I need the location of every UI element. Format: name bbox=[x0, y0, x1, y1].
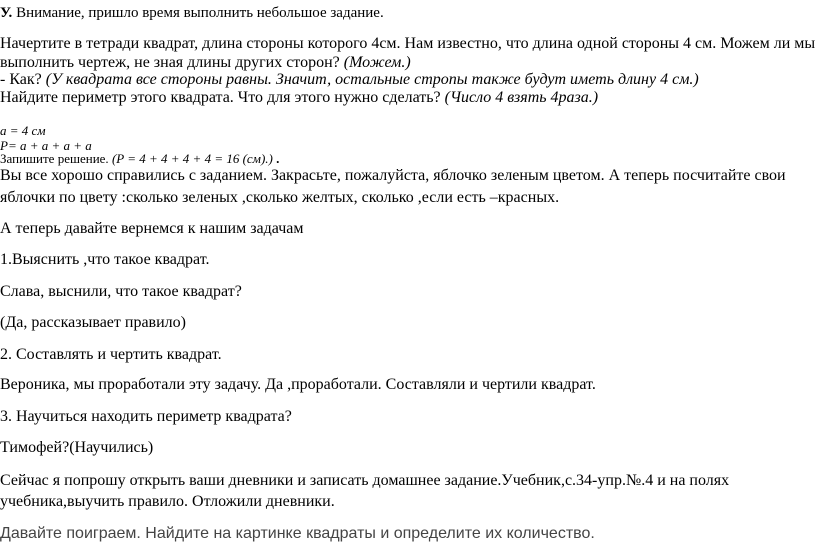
write-solution-line bbox=[0, 151, 279, 166]
perimeter-question-line bbox=[0, 88, 598, 108]
teacher-line-attention bbox=[0, 4, 384, 22]
formula-side-length: a = 4 см bbox=[0, 123, 46, 138]
trailing-dot: . bbox=[272, 151, 280, 166]
apple-task-line-2: яблочки по цвету :сколько зеленых ,сколько желтых, сколько ,если есть –красных. bbox=[0, 189, 560, 206]
question-text: - Как? bbox=[0, 71, 46, 88]
homework-line-2: учебника,выучить правило. Отложили дневники. bbox=[0, 493, 335, 510]
veronika-line: Вероника, мы проработали эту задачу. Да ,проработали. Составляли и чертили квадрат. bbox=[0, 376, 596, 393]
how-question-line bbox=[0, 70, 699, 90]
formula-perimeter: P= a + a + a + a bbox=[0, 138, 92, 153]
answer-text: (Число 4 взять 4раза.) bbox=[444, 89, 599, 106]
homework-line-1: Сейчас я попрошу открыть ваши дневники и записать домашнее задание.Учебник,с.34-упр.№.4 и на полях bbox=[0, 472, 730, 489]
apple-task-line-1: Вы все хорошо справились с заданием. Закрасьте, пожалуйста, яблочко зеленым цветом. А теперь посчитайте свои bbox=[0, 167, 786, 184]
answer-text: (Можем.) bbox=[343, 54, 411, 71]
timofey-line: Тимофей?(Научились) bbox=[0, 439, 154, 456]
question-text: Найдите периметр этого квадрата. Что для этого нужно сделать? bbox=[0, 89, 445, 106]
game-invitation-line: Давайте поиграем. Найдите на картинке квадраты и определите их количество. bbox=[0, 525, 595, 542]
slava-answer-line: (Да, рассказывает правило) bbox=[0, 314, 186, 331]
solution-text: (P = 4 + 4 + 4 + 4 = 16 (см).) bbox=[111, 151, 273, 166]
instruction-text: Запишите решение. bbox=[0, 151, 112, 166]
task-paragraph-line-1: Начертите в тетради квадрат, длина стороны которого 4см. Нам известно, что длина одной стороны 4 см. Можем ли мы bbox=[0, 35, 816, 52]
slava-question-line: Слава, выснили, что такое квадрат? bbox=[0, 283, 242, 300]
answer-text: (У квадрата все стороны равны. Значит, остальные стропы также будут иметь длину 4 см.) bbox=[45, 71, 699, 88]
goal-2-line: 2. Составлять и чертить квадрат. bbox=[0, 346, 222, 363]
question-text: выполнить чертеж, не зная длины других сторон? bbox=[0, 54, 344, 71]
speaker-label: У. bbox=[0, 5, 13, 21]
attention-text: Внимание, пришло время выполнить небольшое задание. bbox=[12, 5, 384, 21]
return-to-tasks-line: А теперь давайте вернемся к нашим задачам bbox=[0, 220, 304, 237]
goal-1-line: 1.Выяснить ,что такое квадрат. bbox=[0, 251, 210, 268]
goal-3-line: 3. Научиться находить периметр квадрата? bbox=[0, 408, 292, 425]
